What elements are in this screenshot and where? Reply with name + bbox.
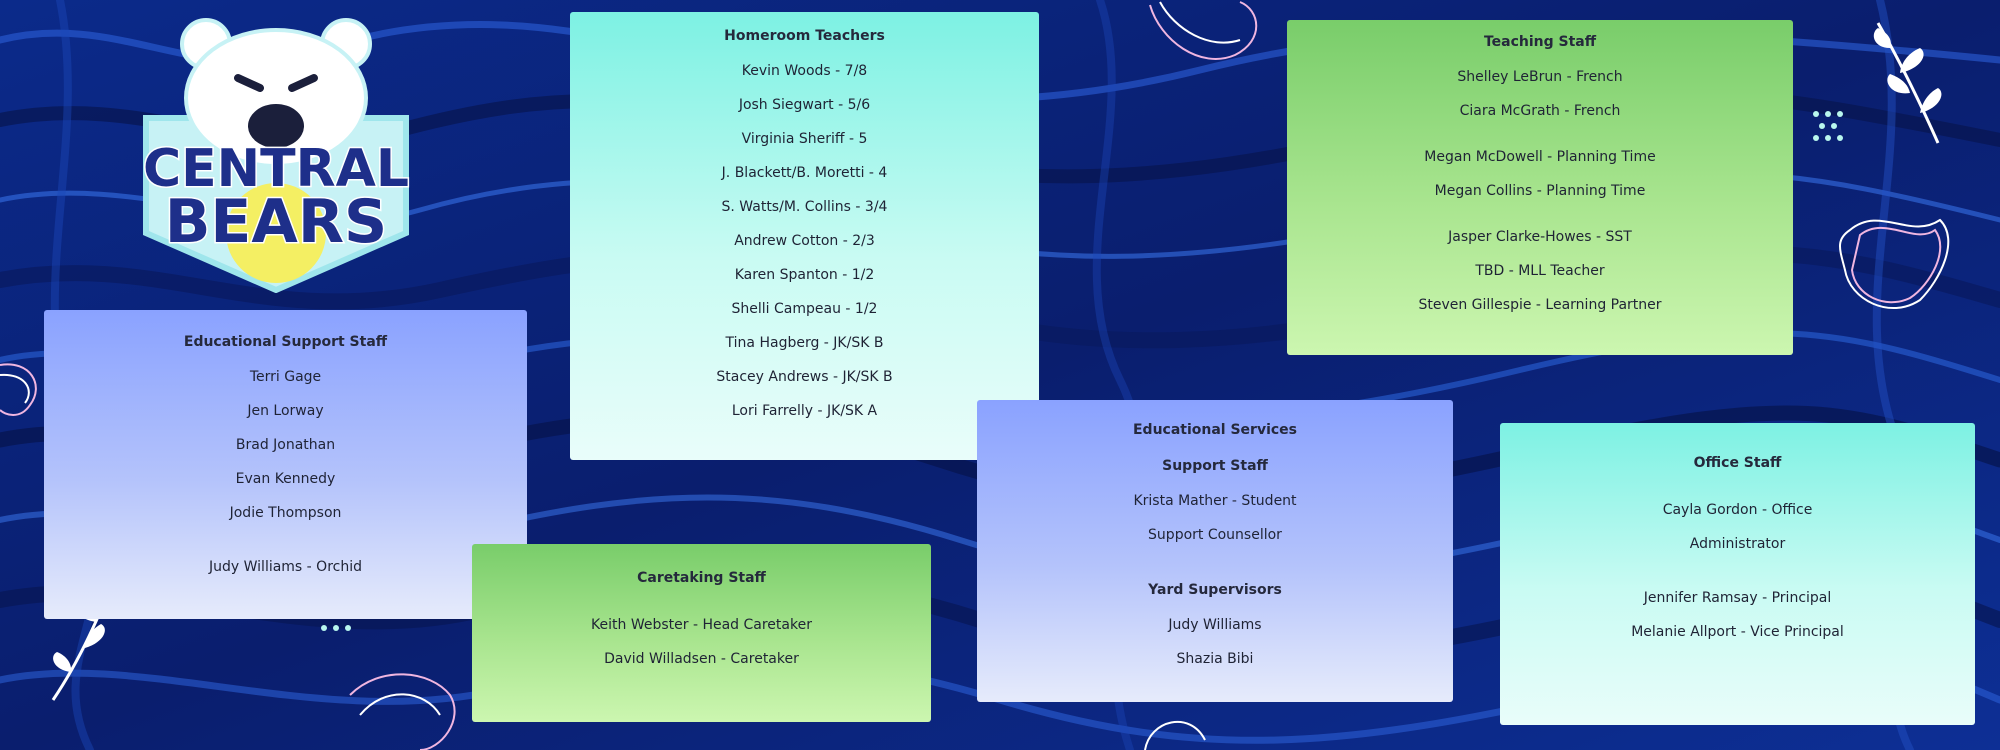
homeroom-line: Josh Siegwart - 5/6 (738, 97, 871, 113)
edsupport-line: Jodie Thompson (229, 505, 342, 521)
office-line: Cayla Gordon - Office (1662, 502, 1813, 518)
decorative-blob-outline (1140, 0, 1270, 80)
educational-services-support-card (977, 400, 1453, 702)
teaching-line: Megan McDowell - Planning Time (1424, 149, 1656, 165)
office-staff-card (1500, 423, 1975, 725)
central-bears-logo (128, 18, 424, 293)
edservices-title: Support Staff (1162, 458, 1268, 474)
logo-line1: CENTRAL (142, 139, 410, 199)
homeroom-line: J. Blackett/B. Moretti - 4 (721, 165, 888, 181)
teaching-line: Ciara McGrath - French (1459, 103, 1621, 119)
office-line: Administrator (1689, 536, 1786, 552)
teaching-staff-card (1287, 20, 1793, 355)
educational-support-staff-card (44, 310, 527, 619)
sparkle-dots-icon (1810, 108, 1846, 148)
teaching-line: Steven Gillespie - Learning Partner (1418, 297, 1662, 313)
logo-line2: BEARS (164, 187, 388, 257)
edsupport-line: Jen Lorway (247, 403, 324, 419)
teaching-title: Teaching Staff (1483, 34, 1597, 50)
homeroom-line: Tina Hagberg - JK/SK B (725, 335, 884, 351)
office-line: Jennifer Ramsay - Principal (1643, 590, 1832, 606)
edsupport-line: Judy Williams - Orchid (209, 559, 362, 575)
caretaking-line: David Willadsen - Caretaker (604, 651, 799, 667)
homeroom-line: Kevin Woods - 7/8 (741, 63, 868, 79)
caretaking-title: Caretaking Staff (637, 570, 766, 586)
decorative-blob-outline (0, 355, 50, 425)
edsupport-line: Brad Jonathan (235, 437, 336, 453)
decorative-blob-outline (1830, 200, 1960, 320)
caretaking-line: Keith Webster - Head Caretaker (591, 617, 812, 633)
yard-supervisor-line: Shazia Bibi (1176, 651, 1254, 667)
decorative-blob-outline (1140, 700, 1210, 750)
teaching-line: Megan Collins - Planning Time (1434, 183, 1646, 199)
decorative-blob-outline (340, 655, 470, 750)
yard-supervisor-line: Judy Williams (1168, 617, 1262, 633)
edsupport-line: Evan Kennedy (235, 471, 336, 487)
yard-supervisors-title: Yard Supervisors (1148, 582, 1282, 598)
office-title: Office Staff (1693, 455, 1782, 471)
homeroom-line: Andrew Cotton - 2/3 (734, 233, 875, 249)
teaching-line: TBD - MLL Teacher (1475, 263, 1605, 279)
caretaking-staff-card (472, 544, 931, 722)
office-line: Melanie Allport - Vice Principal (1631, 624, 1844, 640)
edsupport-title: Educational Support Staff (183, 334, 388, 350)
edservices-line: Support Counsellor (1148, 527, 1282, 543)
homeroom-line: S. Watts/M. Collins - 3/4 (721, 199, 888, 215)
edsupport-line: Terri Gage (249, 369, 322, 385)
homeroom-line: Karen Spanton - 1/2 (734, 267, 875, 283)
homeroom-line: Lori Farrelly - JK/SK A (731, 403, 878, 419)
homeroom-teachers-card (570, 12, 1039, 460)
teaching-line: Shelley LeBrun - French (1457, 69, 1623, 85)
homeroom-line: Stacey Andrews - JK/SK B (716, 369, 893, 385)
teaching-line: Jasper Clarke-Howes - SST (1448, 229, 1632, 245)
edservices-title: Educational Services (1132, 422, 1298, 438)
homeroom-line: Virginia Sheriff - 5 (741, 131, 868, 147)
homeroom-line: Shelli Campeau - 1/2 (731, 301, 878, 317)
homeroom-title: Homeroom Teachers (724, 28, 885, 44)
edservices-line: Krista Mather - Student (1133, 493, 1297, 509)
leaf-branch-icon (1868, 18, 1948, 148)
